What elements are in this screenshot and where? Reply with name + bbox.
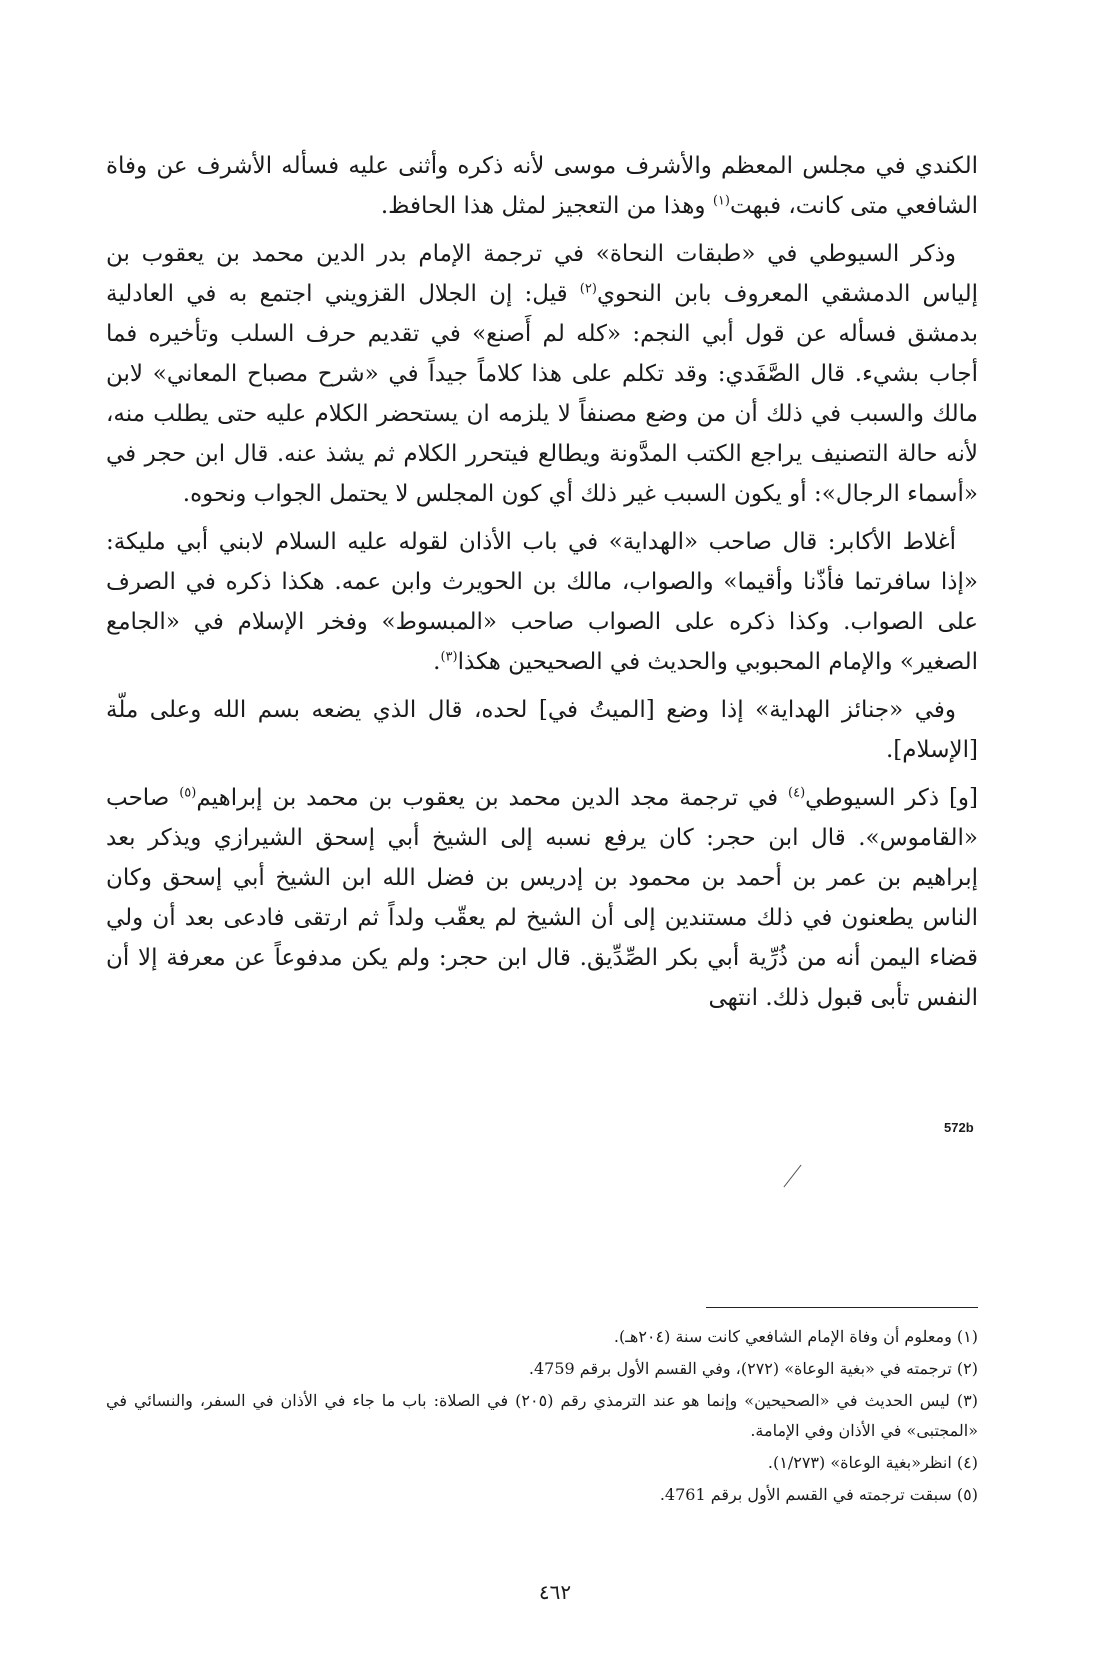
paragraph-3-text-b: . — [433, 649, 441, 675]
stray-pen-mark — [783, 1165, 801, 1188]
footnotes — [106, 1322, 978, 1512]
footnote-4: (٤) انظر«بغية الوعاة» (١/٢٧٣). — [767, 1453, 978, 1472]
footnote-1: (١) ومعلوم أن وفاة الإمام الشافعي كانت سنة (٢٠٤هـ). — [613, 1327, 978, 1346]
paragraph-3 — [106, 522, 978, 682]
footnote-ref-2: (٢) — [579, 281, 597, 297]
footnote-2: (٢) ترجمته في «بغية الوعاة» (٢٧٢)، وفي القسم الأول برقم 4759. — [528, 1359, 978, 1378]
paragraph-4 — [106, 690, 978, 770]
paragraph-2 — [106, 234, 978, 514]
paragraph-5 — [106, 778, 978, 1018]
footnote-5: (٥) سبقت ترجمته في القسم الأول برقم 4761. — [659, 1485, 978, 1504]
footnote-ref-1: (١) — [712, 193, 730, 209]
paragraph-2-text-b: قيل: إن الجلال القزويني اجتمع به في العادلية بدمشق فسأله عن قول أبي النجم: «كله لم أَصنع» في تقديم حرف السلب وتأخيره فما أجاب بشيء. قال الصَّفَدي: وقد تكلم على هذا كلاماً جيداً في «شرح مصباح المعاني» لابن مالك والسبب في ذلك أن من وضع مصنفاً لا يلزمه ان يستحضر الكلام عليه حتى يطلب منه، لأنه حالة التصنيف يراجع الكتب المدَّونة ويطالع فيتحرر الكلام ثم يشذ عنه. قال ابن حجر في «أسماء الرجال»: أو يكون السبب غير ذلك أي كون المجلس لا يحتمل الجواب ونحوه. — [106, 281, 978, 507]
paragraph-5-text-c: صاحب «القاموس». قال ابن حجر: كان يرفع نسبه إلى الشيخ أبي إسحق الشيرازي ويذكر بعد إبراهيم بن عمر بن أحمد بن محمود بن إدريس بن فضل الله ابن الشيخ أبي إسحق وكان الناس يطعنون في ذلك مستندين إلى أن الشيخ لم يعقّب ولداً ثم ارتقى فادعى بعد أن ولي قضاء اليمن أنه من ذُرِّية أبي بكر الصِّدِّيق. قال ابن حجر: ولم يكن مدفوعاً عن معرفة إلا أن النفس تأبى قبول ذلك. انتهى — [106, 785, 978, 1011]
paragraph-1 — [106, 146, 978, 226]
paragraph-5-text-b: في ترجمة مجد الدين محمد بن يعقوب بن محمد بن إبراهيم — [196, 785, 789, 811]
main-text — [106, 146, 978, 1026]
page-number: ٤٦٢ — [538, 1580, 572, 1604]
paragraph-2-text-a: وذكر السيوطي في «طبقات النحاة» في ترجمة الإمام بدر الدين محمد بن يعقوب بن إلياس الدمشقي المعروف بابن النحوي — [106, 241, 978, 307]
paragraph-4-text-a: وفي «جنائز الهداية» إذا وضع [الميتُ في] لحده، قال الذي يضعه بسم الله وعلى ملّة [الإسلام]. — [106, 697, 978, 763]
paragraph-5-text-a: [و] ذكر السيوطي — [805, 785, 979, 811]
footnote-ref-5: (٥) — [179, 785, 197, 801]
footnote-divider — [706, 1307, 978, 1308]
footnote-3: (٣) ليس الحديث في «الصحيحين» وإنما هو عند الترمذي رقم (٢٠٥) في الصلاة: باب ما جاء في الأذان في السفر، والنسائي في «المجتبى» في الأذان وفي الإمامة. — [106, 1391, 979, 1440]
paragraph-1-text-b: وهذا من التعجيز لمثل هذا الحافظ. — [380, 193, 713, 219]
paragraph-3-text-a: أغلاط الأكابر: قال صاحب «الهداية» في باب الأذان لقوله عليه السلام لابني أبي مليكة: «إذا سافرتما فأذّنا وأقيما» والصواب، مالك بن الحويرث وابن عمه. هكذا ذكره في الصرف على الصواب. وكذا ذكره على الصواب صاحب «المبسوط» وفخر الإسلام في «الجامع الصغير» والإمام المحبوبي والحديث في الصحيحين هكذا — [106, 529, 978, 675]
paragraph-1-text-a: الكندي في مجلس المعظم والأشرف موسى لأنه ذكره وأثنى عليه فسأله الأشرف عن وفاة الشافعي متى كانت، فبهت — [106, 153, 978, 219]
folio-mark: 572b — [944, 1120, 974, 1135]
footnote-ref-3: (٣) — [440, 649, 458, 665]
footnote-ref-4: (٤) — [788, 785, 806, 801]
